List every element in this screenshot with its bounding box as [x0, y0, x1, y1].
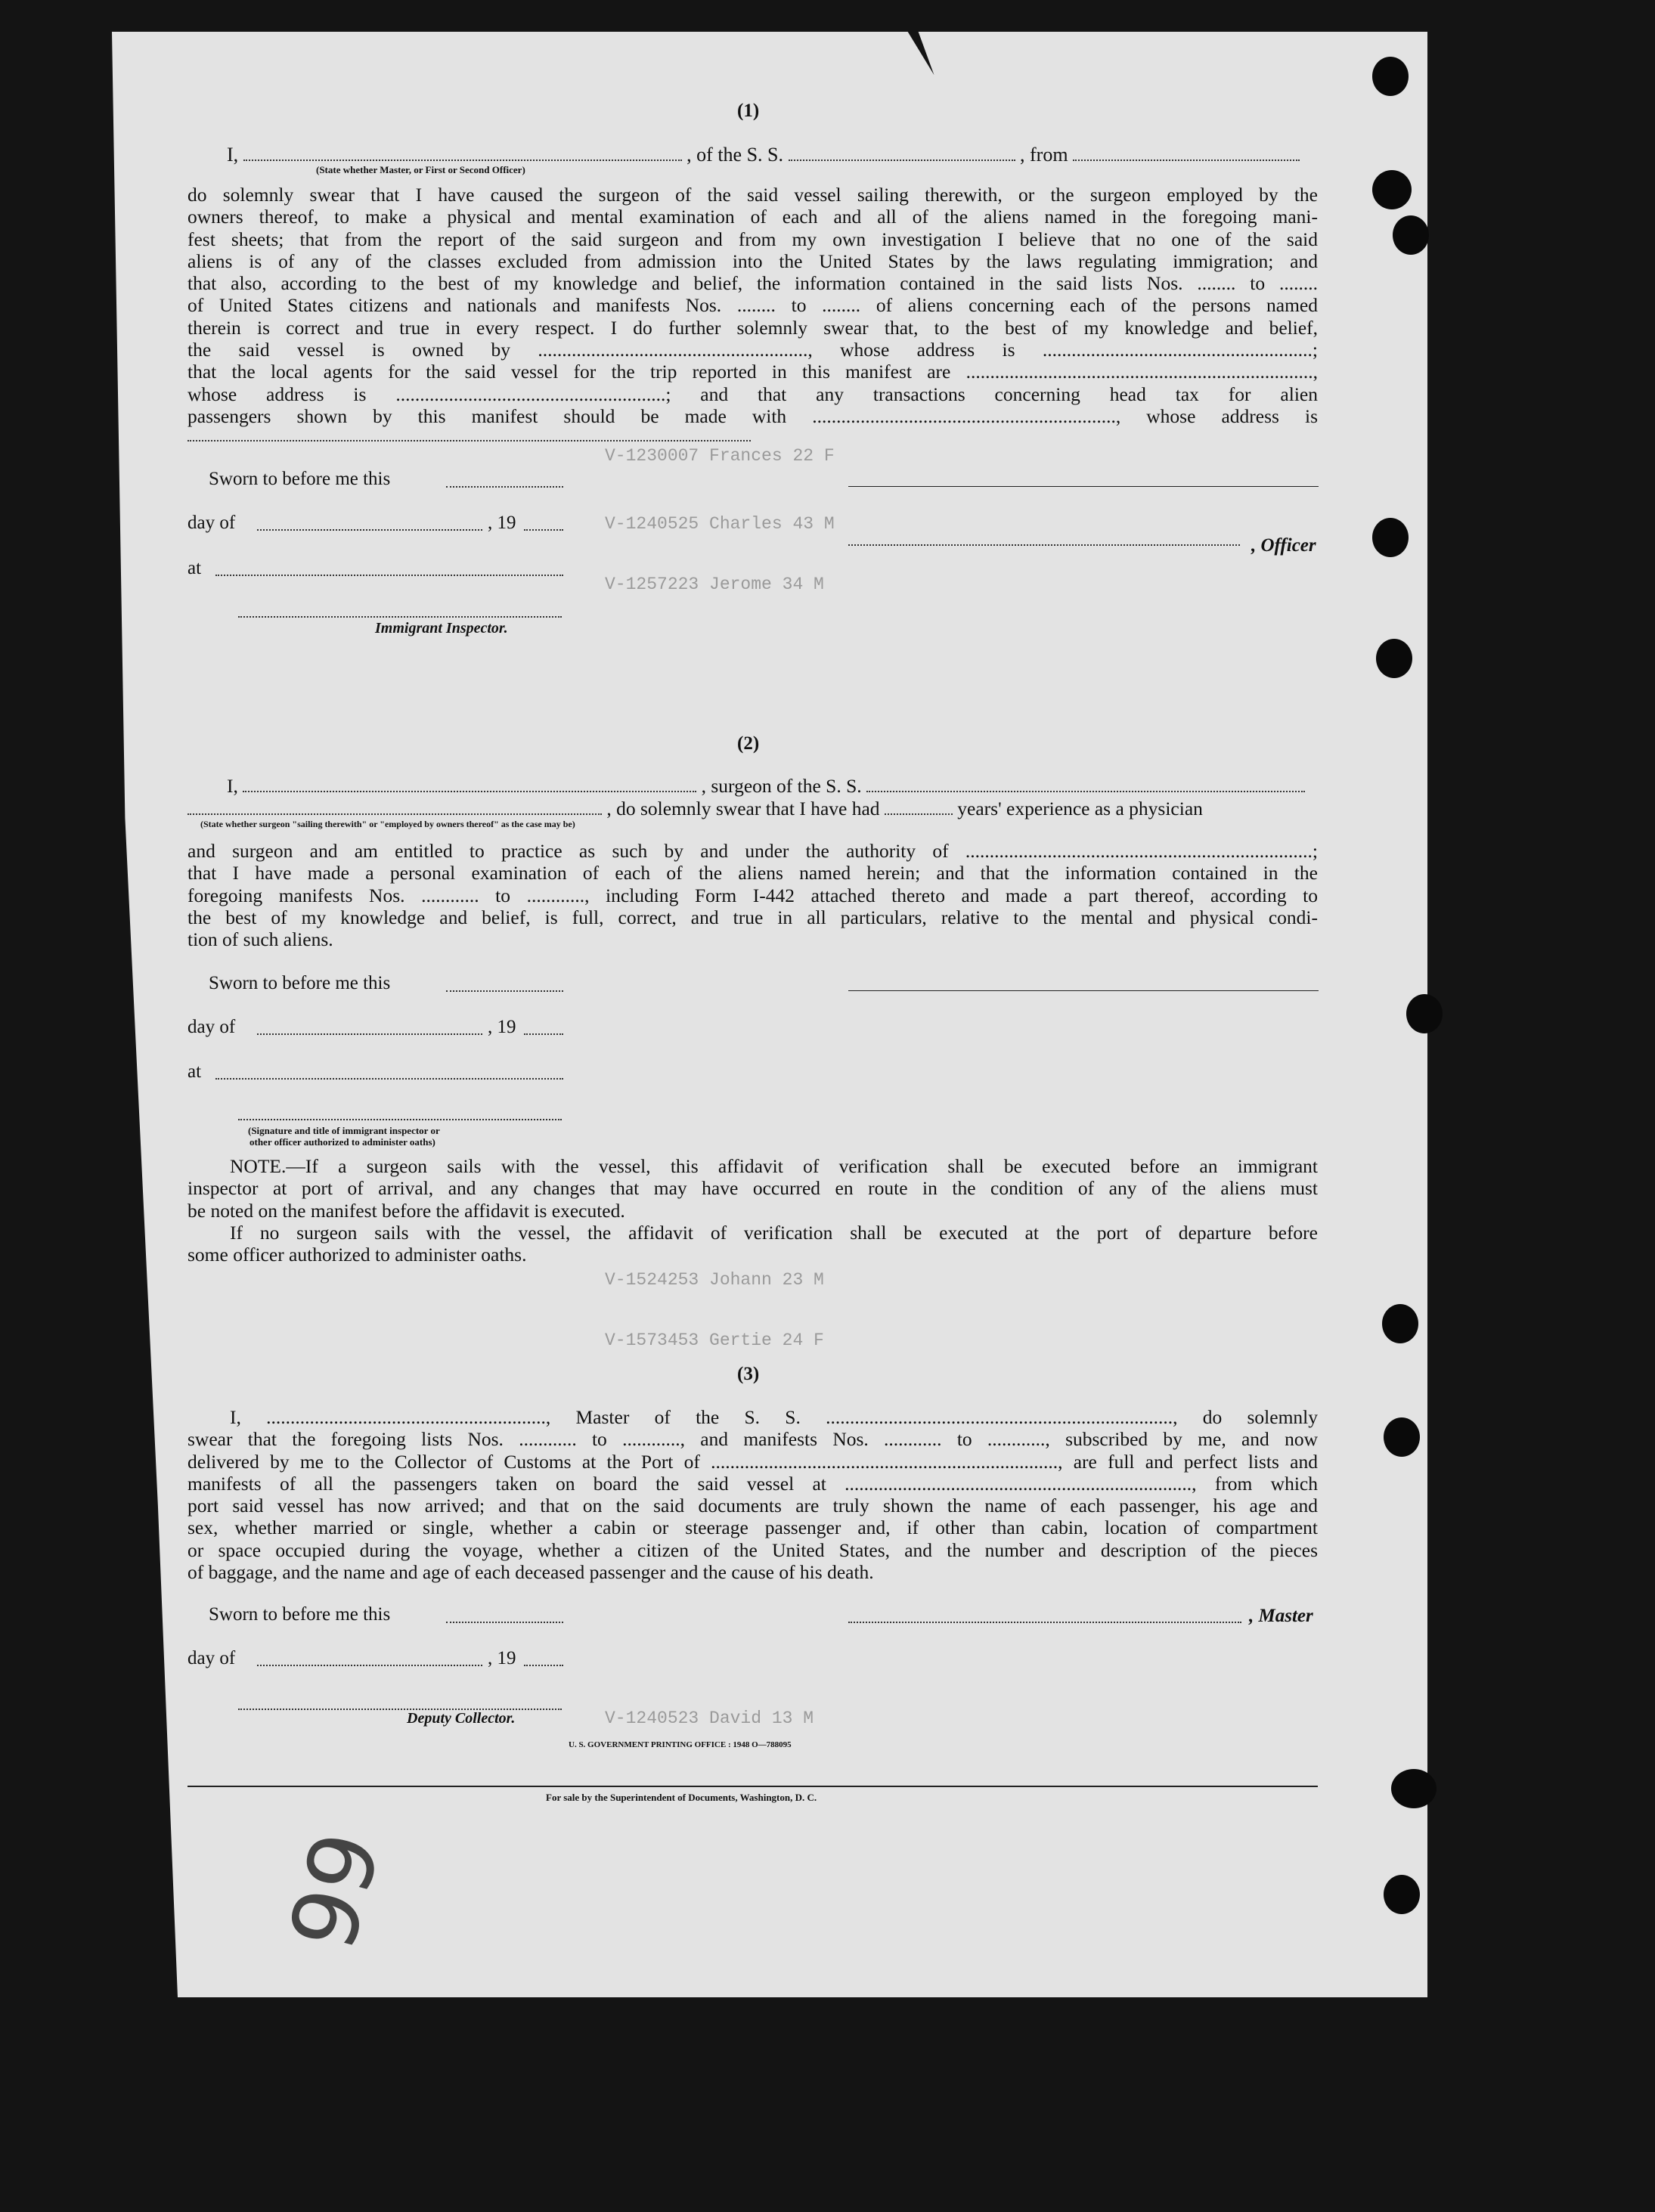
punch-hole [1384, 1417, 1420, 1457]
day-field-2[interactable] [257, 1033, 482, 1035]
deputy-label: Deputy Collector. [407, 1710, 516, 1727]
inspector-signature-line-2[interactable] [238, 1119, 562, 1120]
vessel-name-field[interactable] [789, 146, 1015, 161]
bleed-through-text: V-1240523 David 13 M [605, 1709, 814, 1728]
at-label-2: at [188, 1061, 202, 1082]
bleed-through-text: V-1257223 Jerome 34 M [605, 575, 824, 594]
surgeon-name-field[interactable] [243, 777, 696, 792]
bleed-through-text: V-1573453 Gertie 24 F [605, 1331, 824, 1350]
caption-surgeon-type: (State whether surgeon "sailing therewith" or "employed by owners thereof" as the case may be) [200, 819, 575, 829]
address-field-line[interactable] [188, 440, 751, 441]
label-i-2: I, [227, 775, 238, 797]
punch-hole [1393, 215, 1429, 255]
year-label-3: , 19 [488, 1648, 516, 1668]
at-label-1: at [188, 558, 202, 578]
bleed-through-text: V-1240525 Charles 43 M [605, 514, 835, 534]
for-sale-imprint: For sale by the Superintendent of Documents, Washington, D. C. [546, 1792, 817, 1803]
bleed-through-text: V-1230007 Frances 22 F [605, 446, 835, 466]
officer-name-field[interactable] [243, 146, 682, 161]
label-from: , from [1020, 144, 1068, 166]
section-1-paragraph: do solemnly swear that I have caused the surgeon of the said vessel sailing therewith, or the surgeon employed by the owners thereof, to make a physical and mental examination of each and all of the aliens named in the foregoing mani- fest sheets; that from the report of the said surgeon and from my own investigation I believe that no one of the said aliens is of any of the classes excluded from admission into the United States by the laws regulating immigration; and that also, according to the best of my knowledge and belief, the information contained in the said lists Nos. ........ to ........ of United States citizens and nationals and manifests Nos. ........ to ........ of aliens concerning each of the persons named therein is correct and true in every respect. I do further solemnly swear that, to the best of my knowledge and belief, the said vessel is owned by ........................................................, whose address is ........................................................; that the local agents for the said vessel for the trip reported in this manifest are ........................................................................, whose address is ........................................................; and that any transactions concerning head tax for alien passengers shown by this manifest should be made with ..............................................................., whose address is [188, 184, 1318, 427]
surgeon-vessel-field[interactable] [866, 777, 1305, 792]
surgeon-type-field[interactable] [188, 800, 602, 815]
year-field-1[interactable] [524, 529, 563, 531]
note-paragraph: NOTE.—If a surgeon sails with the vessel, this affidavit of verification shall be executed before an immigrant inspector at port of arrival, and any changes that may have occurred en route in the condition of any of the aliens must be noted on the manifest before the affidavit is executed. [188, 1155, 1318, 1222]
punch-hole [1372, 518, 1409, 557]
section-1-line1 [227, 144, 1300, 166]
day-field-3[interactable] [257, 1665, 482, 1666]
label-surgeon-of-ss: , surgeon of the S. S. [701, 775, 862, 797]
section-3-number: (3) [737, 1364, 760, 1384]
printing-office-imprint: U. S. GOVERNMENT PRINTING OFFICE : 1948 O—788095 [569, 1740, 792, 1749]
signature-caption-1: (Signature and title of immigrant inspector or [248, 1125, 440, 1136]
signature-caption-2: other officer authorized to administer oaths) [249, 1136, 435, 1148]
year-field-2[interactable] [524, 1033, 563, 1035]
at-field-2[interactable] [215, 1078, 563, 1080]
section-2-number: (2) [737, 733, 760, 754]
year-field-3[interactable] [524, 1665, 563, 1666]
punch-hole [1372, 57, 1409, 96]
from-port-field[interactable] [1073, 146, 1300, 161]
surgeon-signature-line[interactable] [848, 990, 1319, 991]
punch-hole [1406, 994, 1443, 1033]
master-label: , Master [1249, 1606, 1313, 1626]
sworn-date-field-3[interactable] [446, 1622, 563, 1623]
sworn-date-field-2[interactable] [446, 990, 563, 992]
note-2-paragraph: If no surgeon sails with the vessel, the affidavit of verification shall be executed at the port of departure before some officer authorized to administer oaths. [188, 1222, 1318, 1266]
label-solemnly-swear: , do solemnly swear that I have had [606, 798, 880, 819]
inspector-signature-line[interactable] [238, 616, 562, 618]
officer-field[interactable] [848, 544, 1240, 546]
at-field-1[interactable] [215, 575, 563, 576]
inspector-label: Immigrant Inspector. [375, 620, 508, 637]
sworn-date-field-1[interactable] [446, 486, 563, 488]
day-of-label-3: day of [188, 1648, 236, 1668]
day-of-label-2: day of [188, 1017, 236, 1037]
section-1-number: (1) [737, 101, 760, 121]
label-years-experience: years' experience as a physician [957, 798, 1203, 819]
punch-hole [1382, 1304, 1418, 1343]
master-signature-line[interactable] [848, 1622, 1241, 1623]
years-experience-field[interactable] [885, 800, 953, 815]
label-i: I, [227, 144, 239, 166]
officer-signature-line[interactable] [848, 486, 1319, 487]
bleed-through-text: V-1524253 Johann 23 M [605, 1270, 824, 1290]
sworn-label-3: Sworn to before me this [209, 1604, 391, 1625]
punch-hole [1391, 1769, 1437, 1808]
year-label-1: , 19 [488, 513, 516, 533]
punch-hole [1384, 1875, 1420, 1914]
section-2-paragraph: and surgeon and am entitled to practice as such by and under the authority of ........................................................................; that I have made a personal examination of each of the aliens named herein; and that the information contained in the foregoing manifests Nos. ............ to ............, including Form I-442 attached thereto and made a part thereof, according to the best of my knowledge and belief, is full, correct, and true in all particulars, relative to the mental and physical condi- tion of such aliens. [188, 840, 1318, 951]
section-2-line2 [188, 798, 1203, 820]
caption-officer-rank: (State whether Master, or First or Second Officer) [316, 164, 525, 175]
section-3-paragraph: I, .........................................................., Master of the S. S. ........................................................................, do solemnly swear that the foregoing lists Nos. ............ to ............, and manifests Nos. ............ to ............, subscribed by me, and now delivered by me to the Collector of Customs at the Port of ........................................................................, are full and perfect lists and manifests of all the passengers taken on board the said vessel at ........................................................................, from which port said vessel has now arrived; and that on the said documents are truly shown the name of each passenger, his age and sex, whether married or single, whether a cabin or steerage passenger and, if other than cabin, location of compartment or space occupied during the voyage, whether a citizen of the United States, and the number and description of the pieces of baggage, and the name and age of each deceased passenger and the cause of his death. [188, 1406, 1318, 1584]
sworn-label-2: Sworn to before me this [209, 973, 391, 993]
day-field-1[interactable] [257, 529, 482, 531]
sworn-label-1: Sworn to before me this [209, 469, 391, 489]
footer-rule [188, 1786, 1318, 1787]
day-of-label-1: day of [188, 513, 236, 533]
punch-hole [1372, 170, 1412, 209]
punch-hole [1376, 639, 1412, 678]
year-label-2: , 19 [488, 1017, 516, 1037]
label-of-ss: , of the S. S. [686, 144, 784, 166]
handwritten-page-number: 99 [270, 1821, 402, 1961]
section-2-line1 [227, 775, 1305, 798]
officer-label: , Officer [1251, 535, 1316, 556]
